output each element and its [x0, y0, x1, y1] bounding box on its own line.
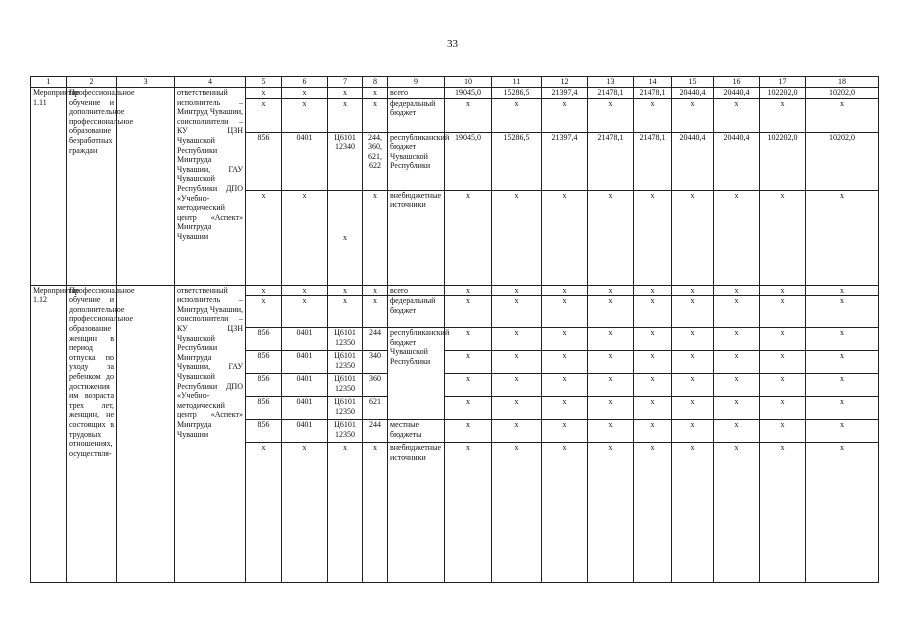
value-cell: x — [806, 296, 879, 328]
section-code: 0401 — [282, 328, 328, 351]
funding-source: внебюджетные источники — [388, 443, 445, 583]
value-cell: x — [588, 190, 634, 285]
value-cell: x — [714, 285, 760, 296]
target-article: x — [328, 296, 363, 328]
value-cell: x — [806, 443, 879, 583]
section-code: x — [282, 190, 328, 285]
responsible-executor: ответственный исполнитель – Минтруд Чувашии, соисполнители – КУ ЦЗН Чувашской Республики Минтруда Чувашии, ГАУ Чувашской Республики ДПО «Учебно-методический центр «Аспект» Минтруда Чувашии — [175, 88, 246, 286]
expense-type: x — [363, 190, 388, 285]
value-cell: 20440,4 — [672, 132, 714, 190]
value-cell: x — [492, 374, 542, 397]
value-cell: 15286,5 — [492, 88, 542, 99]
value-cell: x — [760, 374, 806, 397]
value-cell: x — [634, 443, 672, 583]
responsible-executor: ответственный исполнитель – Минтруд Чувашии, соисполнители – КУ ЦЗН Чувашской Республики Минтруда Чувашии, ГАУ Чувашской Республики ДПО «Учебно-методический центр «Аспект» Минтруда Чувашии — [175, 285, 246, 583]
value-cell: x — [492, 328, 542, 351]
value-cell: x — [760, 190, 806, 285]
value-cell: x — [634, 98, 672, 132]
value-cell: x — [542, 328, 588, 351]
funding-source: внебюджетные источники — [388, 190, 445, 285]
section-code: 0401 — [282, 374, 328, 397]
value-cell: x — [760, 328, 806, 351]
value-cell: 102202,0 — [760, 88, 806, 99]
header-cell: 8 — [363, 77, 388, 88]
grbs-code: x — [246, 443, 282, 583]
value-cell: x — [492, 98, 542, 132]
value-cell: x — [672, 285, 714, 296]
value-cell: x — [806, 374, 879, 397]
value-cell: x — [445, 328, 492, 351]
value-cell: x — [445, 190, 492, 285]
value-cell: x — [806, 397, 879, 420]
value-cell: x — [634, 397, 672, 420]
grbs-code: 856 — [246, 351, 282, 374]
value-cell: x — [806, 351, 879, 374]
value-cell: 21478,1 — [634, 132, 672, 190]
expense-type: 244 — [363, 420, 388, 443]
header-cell: 5 — [246, 77, 282, 88]
empty-cell — [117, 285, 175, 583]
value-cell: x — [445, 420, 492, 443]
header-cell: 2 — [67, 77, 117, 88]
value-cell: x — [672, 351, 714, 374]
value-cell: x — [672, 98, 714, 132]
header-cell: 13 — [588, 77, 634, 88]
header-cell: 11 — [492, 77, 542, 88]
value-cell: x — [806, 285, 879, 296]
value-cell: x — [760, 296, 806, 328]
value-cell: x — [445, 397, 492, 420]
header-cell: 18 — [806, 77, 879, 88]
header-cell: 4 — [175, 77, 246, 88]
value-cell: x — [542, 397, 588, 420]
expense-type: x — [363, 88, 388, 99]
header-cell: 1 — [31, 77, 67, 88]
section-code: 0401 — [282, 132, 328, 190]
section-code: 0401 — [282, 351, 328, 374]
expense-type: x — [363, 285, 388, 296]
value-cell: x — [445, 285, 492, 296]
value-cell: x — [634, 351, 672, 374]
header-cell: 17 — [760, 77, 806, 88]
target-article: x — [328, 98, 363, 132]
value-cell: x — [634, 374, 672, 397]
value-cell: x — [492, 190, 542, 285]
section-code: x — [282, 98, 328, 132]
value-cell: 21478,1 — [634, 88, 672, 99]
header-cell: 10 — [445, 77, 492, 88]
value-cell: x — [760, 98, 806, 132]
value-cell: x — [634, 328, 672, 351]
value-cell: x — [760, 443, 806, 583]
funding-source: всего — [388, 285, 445, 296]
value-cell: x — [492, 397, 542, 420]
grbs-code: x — [246, 88, 282, 99]
expense-type: 244, 360, 621, 622 — [363, 132, 388, 190]
value-cell: x — [542, 443, 588, 583]
target-article: Ц6101 12350 — [328, 397, 363, 420]
measure-title: Мероприятие 1.12 — [31, 285, 67, 583]
target-article: Ц6101 12350 — [328, 351, 363, 374]
funding-source: федеральный бюджет — [388, 98, 445, 132]
target-article: x — [328, 190, 363, 285]
value-cell: x — [542, 351, 588, 374]
header-cell: 9 — [388, 77, 445, 88]
section-code: x — [282, 285, 328, 296]
value-cell: x — [672, 443, 714, 583]
header-row — [31, 77, 879, 88]
value-cell: 19045,0 — [445, 132, 492, 190]
target-article: x — [328, 285, 363, 296]
value-cell: x — [492, 420, 542, 443]
value-cell: 20440,4 — [672, 88, 714, 99]
value-cell: x — [806, 328, 879, 351]
section-code: 0401 — [282, 397, 328, 420]
grbs-code: 856 — [246, 132, 282, 190]
value-cell: 20440,4 — [714, 132, 760, 190]
value-cell: x — [672, 328, 714, 351]
funding-source: всего — [388, 88, 445, 99]
value-cell: x — [588, 397, 634, 420]
value-cell: x — [714, 397, 760, 420]
value-cell: 20440,4 — [714, 88, 760, 99]
expense-type: 244 — [363, 328, 388, 351]
value-cell: 21478,1 — [588, 88, 634, 99]
value-cell: x — [542, 98, 588, 132]
value-cell: x — [672, 420, 714, 443]
measure-description: Профессиональное обучение и дополнительное профессиональное образование безработных граждан — [67, 88, 117, 286]
value-cell: x — [542, 190, 588, 285]
value-cell: x — [672, 296, 714, 328]
value-cell: 21397,4 — [542, 132, 588, 190]
grbs-code: 856 — [246, 328, 282, 351]
value-cell: 102202,0 — [760, 132, 806, 190]
value-cell: x — [806, 190, 879, 285]
header-cell: 7 — [328, 77, 363, 88]
value-cell: x — [760, 420, 806, 443]
value-cell: x — [588, 351, 634, 374]
value-cell: x — [492, 296, 542, 328]
value-cell: x — [588, 328, 634, 351]
value-cell: x — [714, 443, 760, 583]
target-article: Ц6101 12340 — [328, 132, 363, 190]
target-article: x — [328, 88, 363, 99]
value-cell: 19045,0 — [445, 88, 492, 99]
measure-description: Профессиональное обучение и дополнительное профессиональное образование женщин в период отпуска по уходу за ребенком до достижения им возраста трех лет, женщин, не состоящих в трудовых отношениях, осуществля- — [67, 285, 117, 583]
value-cell: x — [588, 443, 634, 583]
value-cell: x — [760, 285, 806, 296]
section-code: x — [282, 443, 328, 583]
header-cell: 14 — [634, 77, 672, 88]
value-cell: x — [542, 374, 588, 397]
funding-source: местные бюджеты — [388, 420, 445, 443]
value-cell: x — [588, 285, 634, 296]
value-cell: x — [542, 296, 588, 328]
value-cell: x — [445, 374, 492, 397]
funding-source: федеральный бюджет — [388, 296, 445, 328]
grbs-code: x — [246, 285, 282, 296]
value-cell: x — [445, 443, 492, 583]
expense-type: x — [363, 98, 388, 132]
value-cell: x — [760, 351, 806, 374]
value-cell: x — [634, 296, 672, 328]
expense-type: 360 — [363, 374, 388, 397]
grbs-code: x — [246, 98, 282, 132]
value-cell: 10202,0 — [806, 88, 879, 99]
value-cell: x — [588, 98, 634, 132]
value-cell: x — [588, 296, 634, 328]
grbs-code: 856 — [246, 420, 282, 443]
grbs-code: x — [246, 190, 282, 285]
table-row — [31, 88, 879, 99]
value-cell: x — [634, 285, 672, 296]
value-cell: x — [714, 190, 760, 285]
value-cell: x — [714, 420, 760, 443]
target-article: Ц6101 12350 — [328, 420, 363, 443]
value-cell: x — [445, 351, 492, 374]
expense-type: x — [363, 443, 388, 583]
section-code: 0401 — [282, 420, 328, 443]
value-cell: x — [714, 328, 760, 351]
value-cell: x — [588, 420, 634, 443]
value-cell: x — [445, 98, 492, 132]
grbs-code: 856 — [246, 374, 282, 397]
value-cell: x — [445, 296, 492, 328]
section-code: x — [282, 296, 328, 328]
value-cell: x — [672, 397, 714, 420]
value-cell: x — [806, 420, 879, 443]
value-cell: x — [672, 190, 714, 285]
target-article: x — [328, 443, 363, 583]
value-cell: x — [760, 397, 806, 420]
funding-source: республиканский бюджет Чувашской Республики — [388, 132, 445, 190]
value-cell: x — [542, 285, 588, 296]
table-row — [31, 285, 879, 296]
expense-type: 340 — [363, 351, 388, 374]
value-cell: x — [714, 296, 760, 328]
header-cell: 16 — [714, 77, 760, 88]
grbs-code: 856 — [246, 397, 282, 420]
value-cell: x — [714, 98, 760, 132]
value-cell: x — [672, 374, 714, 397]
budget-table — [30, 76, 879, 583]
value-cell: x — [634, 420, 672, 443]
value-cell: x — [588, 374, 634, 397]
value-cell: 21478,1 — [588, 132, 634, 190]
value-cell: x — [492, 351, 542, 374]
expense-type: 621 — [363, 397, 388, 420]
header-cell: 6 — [282, 77, 328, 88]
value-cell: x — [492, 285, 542, 296]
value-cell: x — [542, 420, 588, 443]
value-cell: x — [634, 190, 672, 285]
header-cell: 12 — [542, 77, 588, 88]
target-article: Ц6101 12350 — [328, 328, 363, 351]
header-cell: 15 — [672, 77, 714, 88]
value-cell: 10202,0 — [806, 132, 879, 190]
value-cell: x — [714, 374, 760, 397]
page-number: 33 — [447, 38, 458, 50]
grbs-code: x — [246, 296, 282, 328]
expense-type: x — [363, 296, 388, 328]
measure-title: Мероприятие 1.11 — [31, 88, 67, 286]
header-cell: 3 — [117, 77, 175, 88]
value-cell: x — [492, 443, 542, 583]
value-cell: x — [714, 351, 760, 374]
value-cell: x — [806, 98, 879, 132]
target-article: Ц6101 12350 — [328, 374, 363, 397]
section-code: x — [282, 88, 328, 99]
funding-source: республиканский бюджет Чувашской Республики — [388, 328, 445, 420]
value-cell: 21397,4 — [542, 88, 588, 99]
value-cell: 15286,5 — [492, 132, 542, 190]
